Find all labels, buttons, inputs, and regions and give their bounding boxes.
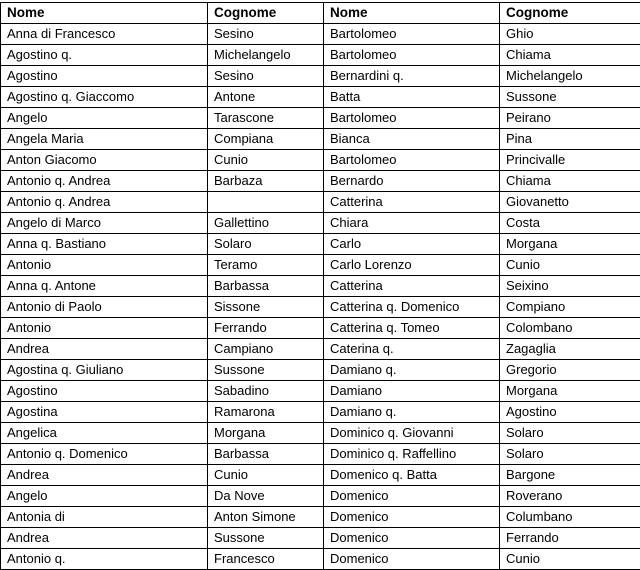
- nome-1-cell: Angelo: [1, 108, 208, 129]
- nome-1-cell: Antonia di: [1, 507, 208, 528]
- cognome-1-cell: Sussone: [208, 360, 324, 381]
- nome-2-cell: Bernardo: [324, 171, 500, 192]
- nome-1-cell: Angela Maria: [1, 129, 208, 150]
- cognome-1-cell: Cunio: [208, 150, 324, 171]
- cognome-1-cell: Morgana: [208, 423, 324, 444]
- nome-2-cell: Damiano: [324, 381, 500, 402]
- nome-2-cell: Bartolomeo: [324, 150, 500, 171]
- header-nome-2: Nome: [324, 3, 500, 24]
- table-row: [1, 150, 640, 171]
- cognome-1-cell: Teramo: [208, 255, 324, 276]
- cognome-1-cell: Barbassa: [208, 444, 324, 465]
- nome-2-cell: Domenico: [324, 528, 500, 549]
- nome-1-cell: Antonio: [1, 255, 208, 276]
- nome-2-cell: Catterina: [324, 192, 500, 213]
- nome-1-cell: Agostino: [1, 381, 208, 402]
- cognome-2-cell: Michelangelo: [500, 66, 640, 87]
- cognome-1-cell: Compiana: [208, 129, 324, 150]
- nome-2-cell: Carlo: [324, 234, 500, 255]
- nome-1-cell: Angelo di Marco: [1, 213, 208, 234]
- cognome-2-cell: Morgana: [500, 381, 640, 402]
- cognome-2-cell: Peirano: [500, 108, 640, 129]
- table-row: [1, 255, 640, 276]
- table-row: [1, 213, 640, 234]
- cognome-2-cell: Ferrando: [500, 528, 640, 549]
- cognome-2-cell: Giovanetto: [500, 192, 640, 213]
- table-row: [1, 45, 640, 66]
- nome-2-cell: Bartolomeo: [324, 108, 500, 129]
- cognome-2-cell: Zagaglia: [500, 339, 640, 360]
- cognome-1-cell: Sabadino: [208, 381, 324, 402]
- cognome-1-cell: Ramarona: [208, 402, 324, 423]
- cognome-1-cell: Michelangelo: [208, 45, 324, 66]
- cognome-1-cell: Francesco: [208, 549, 324, 570]
- cognome-2-cell: Pina: [500, 129, 640, 150]
- nome-1-cell: Antonio di Paolo: [1, 297, 208, 318]
- table-body: [1, 24, 640, 570]
- cognome-2-cell: Seixino: [500, 276, 640, 297]
- cognome-2-cell: Cunio: [500, 255, 640, 276]
- table-row: [1, 129, 640, 150]
- table-row: [1, 549, 640, 570]
- cognome-1-cell: Anton Simone: [208, 507, 324, 528]
- nome-2-cell: Catterina q. Domenico: [324, 297, 500, 318]
- cognome-2-cell: Morgana: [500, 234, 640, 255]
- cognome-2-cell: Solaro: [500, 444, 640, 465]
- nome-1-cell: Antonio q. Andrea: [1, 171, 208, 192]
- cognome-1-cell: Sussone: [208, 528, 324, 549]
- nome-1-cell: Anton Giacomo: [1, 150, 208, 171]
- nome-2-cell: Bianca: [324, 129, 500, 150]
- nome-1-cell: Andrea: [1, 528, 208, 549]
- table-row: [1, 507, 640, 528]
- nome-1-cell: Angelica: [1, 423, 208, 444]
- cognome-1-cell: Barbassa: [208, 276, 324, 297]
- nome-2-cell: Domenico: [324, 549, 500, 570]
- cognome-2-cell: Princivalle: [500, 150, 640, 171]
- cognome-1-cell: Campiano: [208, 339, 324, 360]
- names-table: [0, 2, 640, 570]
- nome-1-cell: Agostino: [1, 66, 208, 87]
- nome-1-cell: Angelo: [1, 486, 208, 507]
- table-row: [1, 381, 640, 402]
- nome-2-cell: Damiano q.: [324, 402, 500, 423]
- header-row: [1, 3, 640, 24]
- table-row: [1, 528, 640, 549]
- cognome-2-cell: Agostino: [500, 402, 640, 423]
- nome-2-cell: Dominico q. Giovanni: [324, 423, 500, 444]
- nome-1-cell: Antonio q.: [1, 549, 208, 570]
- cognome-1-cell: Sissone: [208, 297, 324, 318]
- nome-2-cell: Bartolomeo: [324, 24, 500, 45]
- cognome-2-cell: Sussone: [500, 87, 640, 108]
- cognome-1-cell: Ferrando: [208, 318, 324, 339]
- nome-2-cell: Bernardini q.: [324, 66, 500, 87]
- table-row: [1, 234, 640, 255]
- cognome-1-cell: Sesino: [208, 24, 324, 45]
- cognome-2-cell: Columbano: [500, 507, 640, 528]
- nome-2-cell: Catterina q. Tomeo: [324, 318, 500, 339]
- table-row: [1, 171, 640, 192]
- cognome-2-cell: Roverano: [500, 486, 640, 507]
- nome-2-cell: Domenico: [324, 486, 500, 507]
- nome-1-cell: Agostino q.: [1, 45, 208, 66]
- nome-2-cell: Damiano q.: [324, 360, 500, 381]
- nome-1-cell: Anna di Francesco: [1, 24, 208, 45]
- table-row: [1, 486, 640, 507]
- cognome-2-cell: Chiama: [500, 171, 640, 192]
- cognome-2-cell: Ghio: [500, 24, 640, 45]
- nome-1-cell: Andrea: [1, 339, 208, 360]
- table-row: [1, 360, 640, 381]
- table-row: [1, 444, 640, 465]
- table-row: [1, 87, 640, 108]
- nome-2-cell: Bartolomeo: [324, 45, 500, 66]
- table-row: [1, 318, 640, 339]
- nome-1-cell: Andrea: [1, 465, 208, 486]
- cognome-2-cell: Gregorio: [500, 360, 640, 381]
- nome-1-cell: Agostina q. Giuliano: [1, 360, 208, 381]
- table-row: [1, 66, 640, 87]
- header-nome-1: Nome: [1, 3, 208, 24]
- nome-2-cell: Chiara: [324, 213, 500, 234]
- cognome-1-cell: [208, 192, 324, 213]
- cognome-1-cell: Da Nove: [208, 486, 324, 507]
- nome-2-cell: Domenico: [324, 507, 500, 528]
- nome-1-cell: Agostino q. Giaccomo: [1, 87, 208, 108]
- cognome-1-cell: Antone: [208, 87, 324, 108]
- table-row: [1, 192, 640, 213]
- cognome-2-cell: Solaro: [500, 423, 640, 444]
- nome-2-cell: Dominico q. Raffellino: [324, 444, 500, 465]
- table-row: [1, 423, 640, 444]
- cognome-1-cell: Sesino: [208, 66, 324, 87]
- header-cognome-2: Cognome: [500, 3, 640, 24]
- cognome-2-cell: Chiama: [500, 45, 640, 66]
- nome-2-cell: Carlo Lorenzo: [324, 255, 500, 276]
- table-row: [1, 24, 640, 45]
- nome-1-cell: Anna q. Bastiano: [1, 234, 208, 255]
- cognome-2-cell: Costa: [500, 213, 640, 234]
- table-row: [1, 297, 640, 318]
- cognome-2-cell: Compiano: [500, 297, 640, 318]
- nome-2-cell: Domenico q. Batta: [324, 465, 500, 486]
- cognome-1-cell: Tarascone: [208, 108, 324, 129]
- cognome-1-cell: Cunio: [208, 465, 324, 486]
- nome-1-cell: Agostina: [1, 402, 208, 423]
- nome-2-cell: Batta: [324, 87, 500, 108]
- table-row: [1, 108, 640, 129]
- cognome-2-cell: Colombano: [500, 318, 640, 339]
- nome-1-cell: Antonio q. Domenico: [1, 444, 208, 465]
- nome-2-cell: Catterina: [324, 276, 500, 297]
- nome-1-cell: Antonio q. Andrea: [1, 192, 208, 213]
- cognome-2-cell: Bargone: [500, 465, 640, 486]
- table-row: [1, 276, 640, 297]
- cognome-2-cell: Cunio: [500, 549, 640, 570]
- nome-2-cell: Caterina q.: [324, 339, 500, 360]
- cognome-1-cell: Gallettino: [208, 213, 324, 234]
- cognome-1-cell: Barbaza: [208, 171, 324, 192]
- header-cognome-1: Cognome: [208, 3, 324, 24]
- table-row: [1, 465, 640, 486]
- nome-1-cell: Anna q. Antone: [1, 276, 208, 297]
- nome-1-cell: Antonio: [1, 318, 208, 339]
- table-row: [1, 339, 640, 360]
- cognome-1-cell: Solaro: [208, 234, 324, 255]
- table-row: [1, 402, 640, 423]
